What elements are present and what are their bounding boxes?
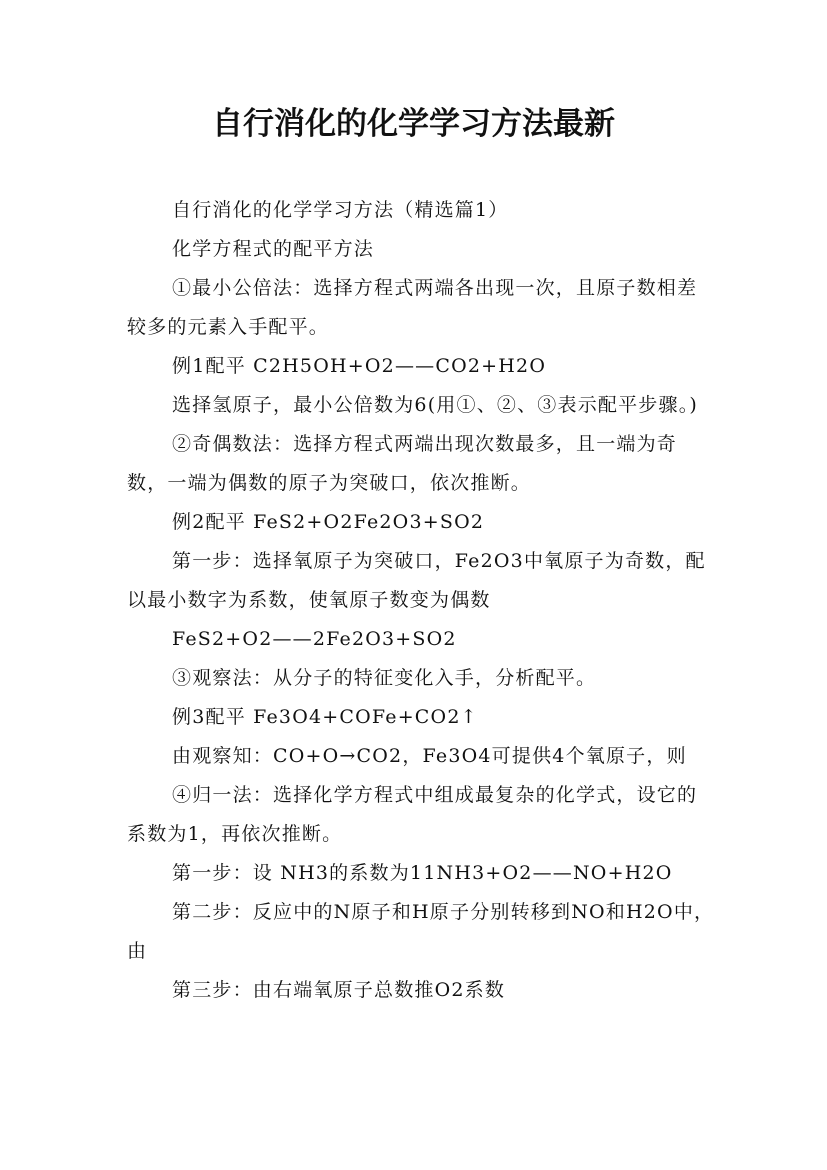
paragraph-3: ①最小公倍法：选择方程式两端各出现一次，且原子数相差较多的元素入手配平。 [127, 277, 698, 338]
paragraph-8: 第一步：选择氧原子为突破口，Fe2O3中氧原子为奇数，配以最小数字为系数，使氧原子数变为偶数 [127, 550, 706, 611]
document-body [127, 191, 717, 1010]
paragraph-2: 化学方程式的配平方法 [172, 238, 375, 260]
paragraph-11: 例3配平 Fe3O4+COFe+CO2↑ [172, 706, 478, 728]
paragraph-1: 自行消化的化学学习方法（精选篇1） [172, 199, 509, 221]
paragraph-6: ②奇偶数法：选择方程式两端出现次数最多，且一端为奇数，一端为偶数的原子为突破口，依次推断。 [127, 433, 678, 494]
paragraph-16: 第三步：由右端氧原子总数推O2系数 [172, 979, 506, 1001]
paragraph-7: 例2配平 FeS2+O2Fe2O3+SO2 [172, 511, 485, 533]
paragraph-4: 例1配平 C2H5OH+O2——CO2+H2O [172, 355, 547, 377]
paragraph-9: FeS2+O2——2Fe2O3+SO2 [172, 628, 457, 650]
paragraph-13: ④归一法：选择化学方程式中组成最复杂的化学式，设它的系数为1，再依次推断。 [127, 784, 698, 845]
paragraph-14: 第一步：设 NH3的系数为11NH3+O2——NO+H2O [172, 862, 673, 884]
paragraph-12: 由观察知：CO+O→CO2，Fe3O4可提供4个氧原子，则 [172, 745, 687, 767]
paragraph-5: 选择氢原子，最小公倍数为6(用①、②、③表示配平步骤。) [172, 394, 699, 416]
paragraph-15: 第二步：反应中的N原子和H原子分别转移到NO和H2O中，由 [127, 901, 715, 962]
document-title: 自行消化的化学学习方法最新 [212, 106, 615, 142]
paragraph-10: ③观察法：从分子的特征变化入手，分析配平。 [172, 667, 597, 689]
